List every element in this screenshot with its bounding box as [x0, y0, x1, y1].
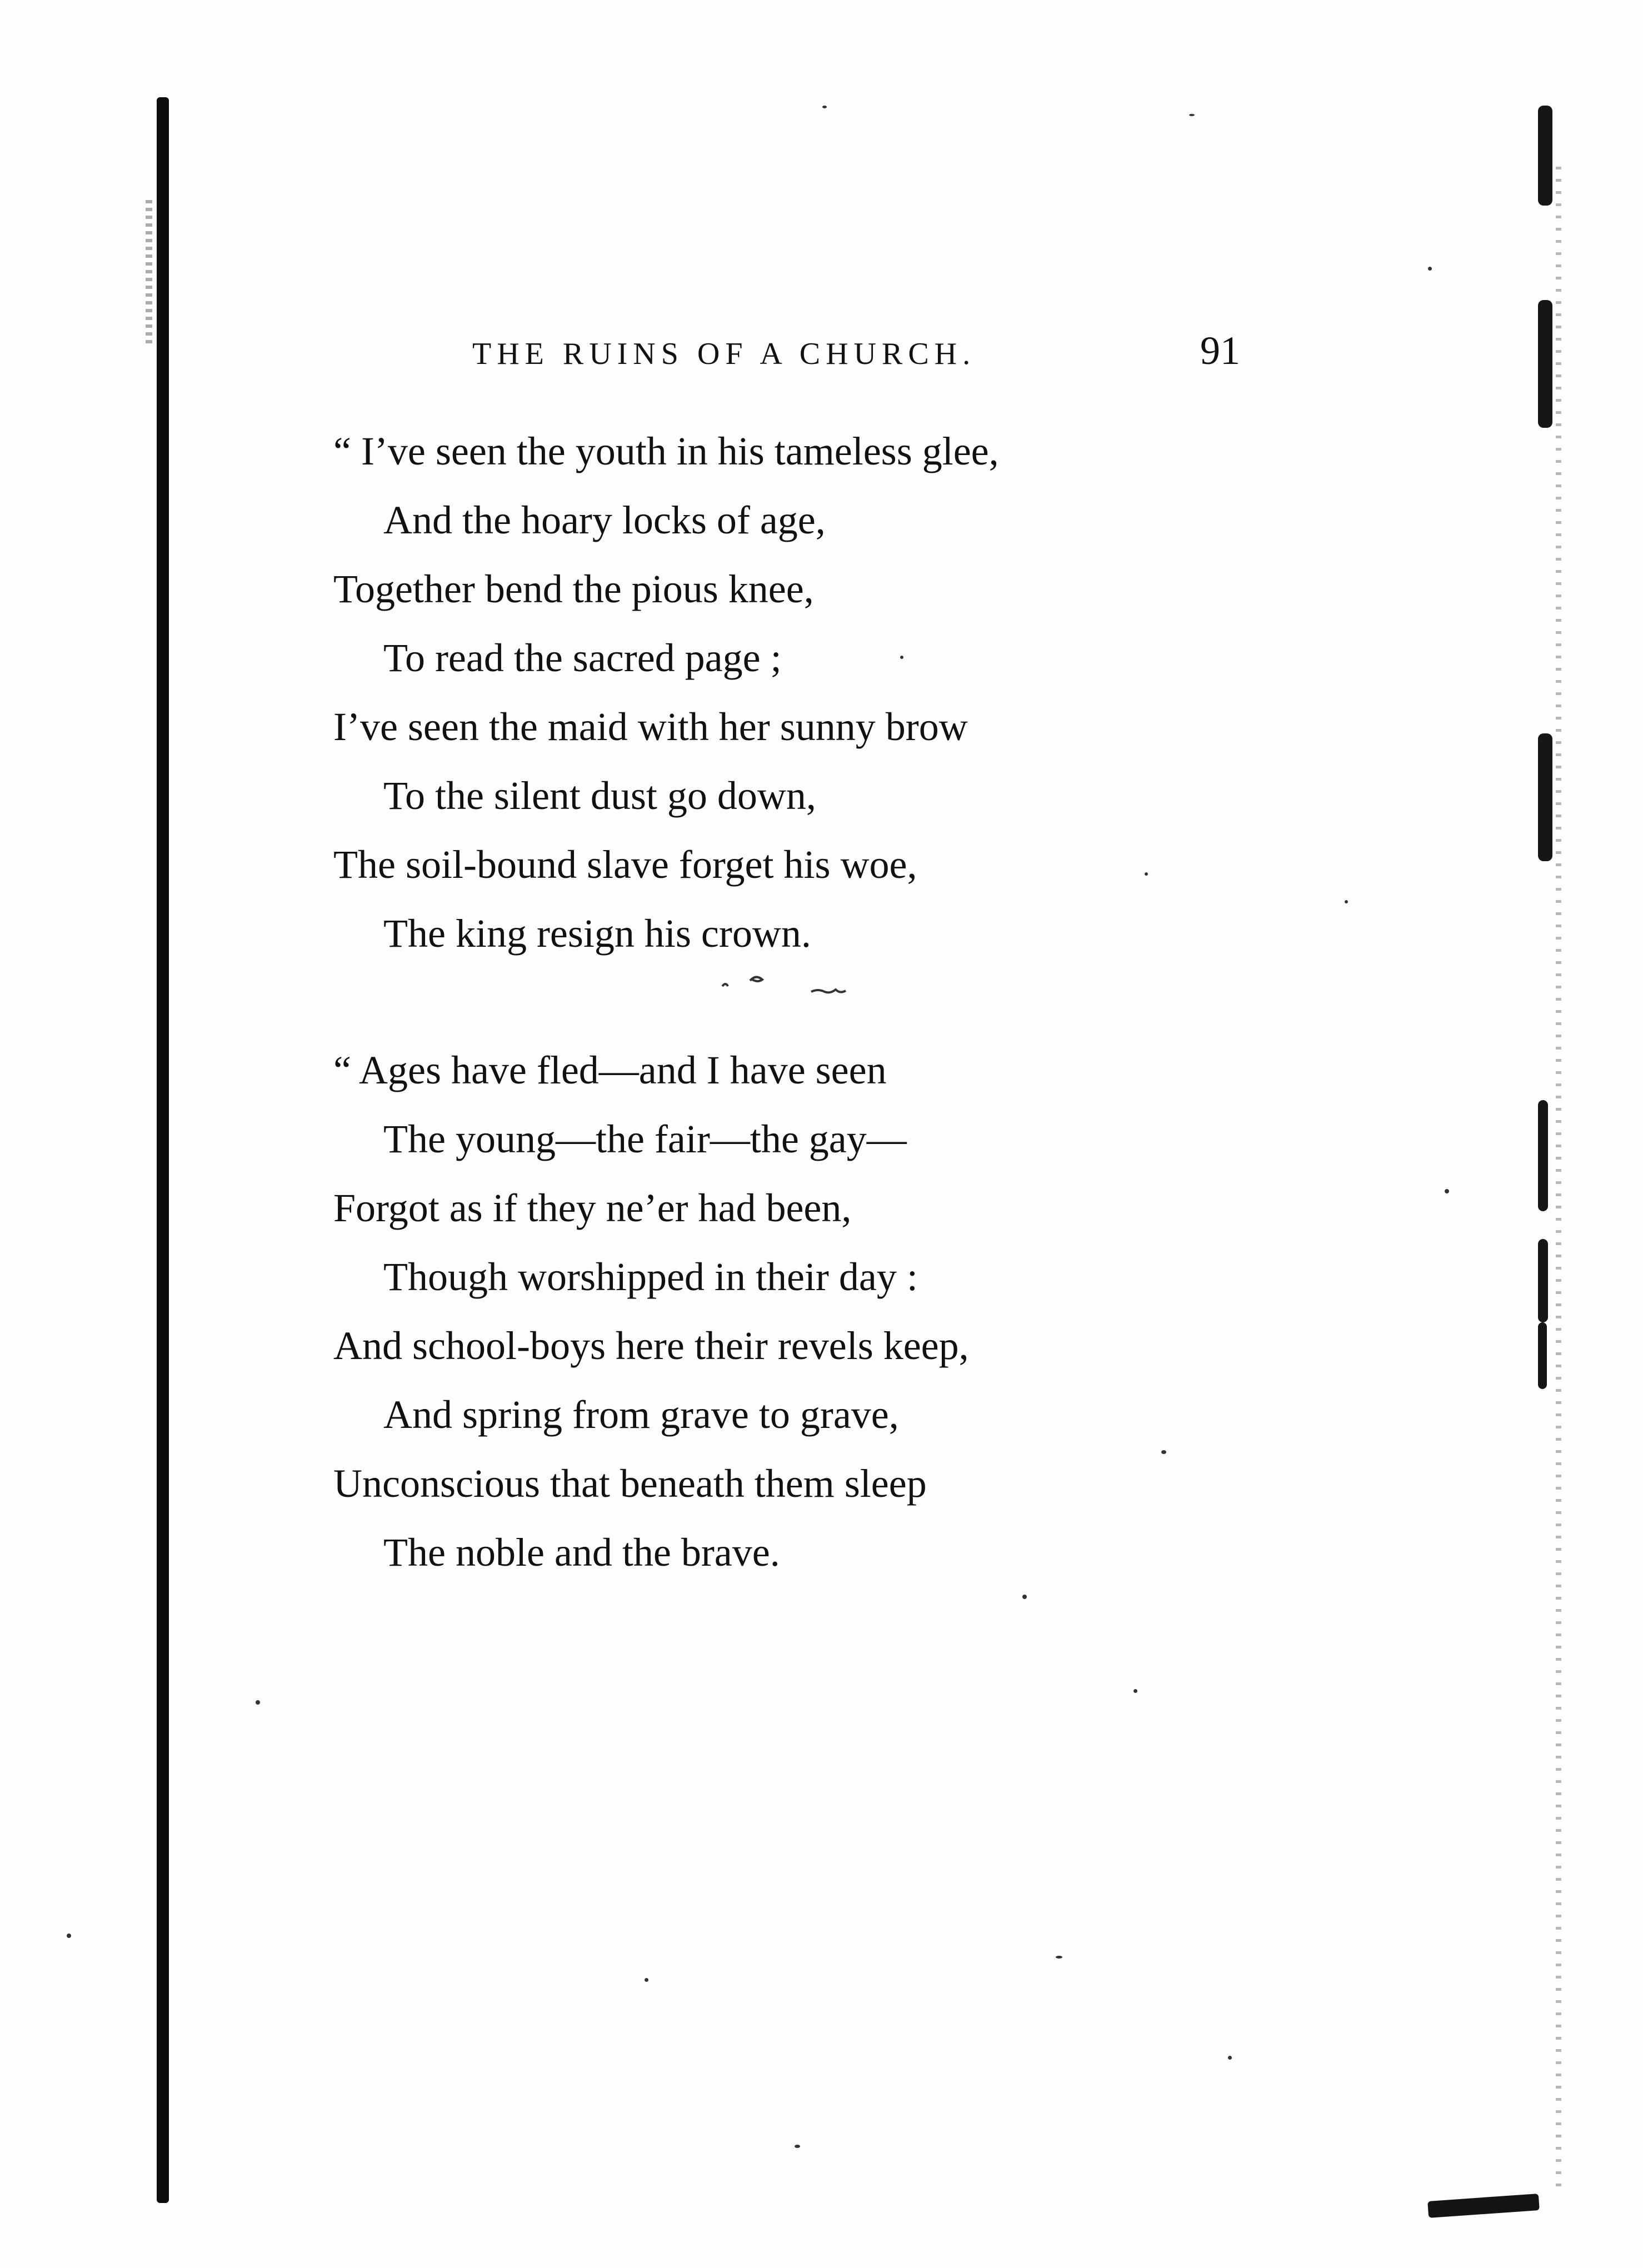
- binding-shadow: [146, 200, 152, 344]
- verse-line: The king resign his crown.: [383, 911, 811, 956]
- running-head: THE RUINS OF A CHURCH.: [472, 337, 976, 371]
- stanza-1: [333, 417, 1222, 968]
- speck: [1189, 114, 1195, 116]
- verse-line: And school-boys here their revels keep,: [333, 1323, 969, 1368]
- verse-line: “ I’ve seen the youth in his tameless glee,: [333, 429, 999, 473]
- page-edge-bottom: [1427, 2194, 1540, 2218]
- page-edge-right-2: [1538, 300, 1552, 428]
- verse-line: I’ve seen the maid with her sunny brow: [333, 705, 968, 749]
- speck: [67, 1934, 71, 1938]
- verse-line: The noble and the brave.: [383, 1530, 780, 1575]
- verse-line: The soil-bound slave forget his woe,: [333, 842, 917, 887]
- verse-line: “ Ages have fled—and I have seen: [333, 1048, 887, 1092]
- page-edge-right-4: [1538, 1100, 1548, 1211]
- speck: [645, 1978, 648, 1982]
- page-edge-texture: [1556, 167, 1561, 2195]
- speck: [1022, 1595, 1027, 1599]
- verse-line: And the hoary locks of age,: [383, 498, 826, 542]
- verse-line: Together bend the pious knee,: [333, 567, 814, 611]
- speck: [1345, 900, 1348, 903]
- page-edge-right-5: [1538, 1239, 1548, 1322]
- verse-line: Forgot as if they ne’er had been,: [333, 1186, 852, 1230]
- verse-line: The young—the fair—the gay—: [383, 1117, 907, 1161]
- verse-line: To read the sacred page ;: [383, 636, 782, 680]
- verse-line: Though worshipped in their day :: [383, 1255, 918, 1299]
- verse-line: And spring from grave to grave,: [383, 1392, 899, 1437]
- speck: [1133, 1689, 1137, 1693]
- page-edge-right-3: [1538, 733, 1552, 861]
- speck: [822, 106, 827, 108]
- binding-edge-left: [157, 97, 169, 2203]
- stanza-2: [333, 1036, 1222, 1587]
- page-edge-right-1: [1538, 106, 1552, 206]
- page-number: 91: [1200, 328, 1240, 373]
- verse-line: To the silent dust go down,: [383, 773, 816, 818]
- page-edge-right-6: [1538, 1322, 1547, 1389]
- scan-mark: [717, 970, 861, 1003]
- speck: [1228, 2056, 1232, 2060]
- verse-line: Unconscious that beneath them sleep: [333, 1461, 927, 1506]
- speck: [256, 1700, 260, 1705]
- speck: [1445, 1189, 1449, 1193]
- speck: [1428, 267, 1432, 271]
- speck: [795, 2145, 800, 2148]
- speck: [1056, 1956, 1062, 1959]
